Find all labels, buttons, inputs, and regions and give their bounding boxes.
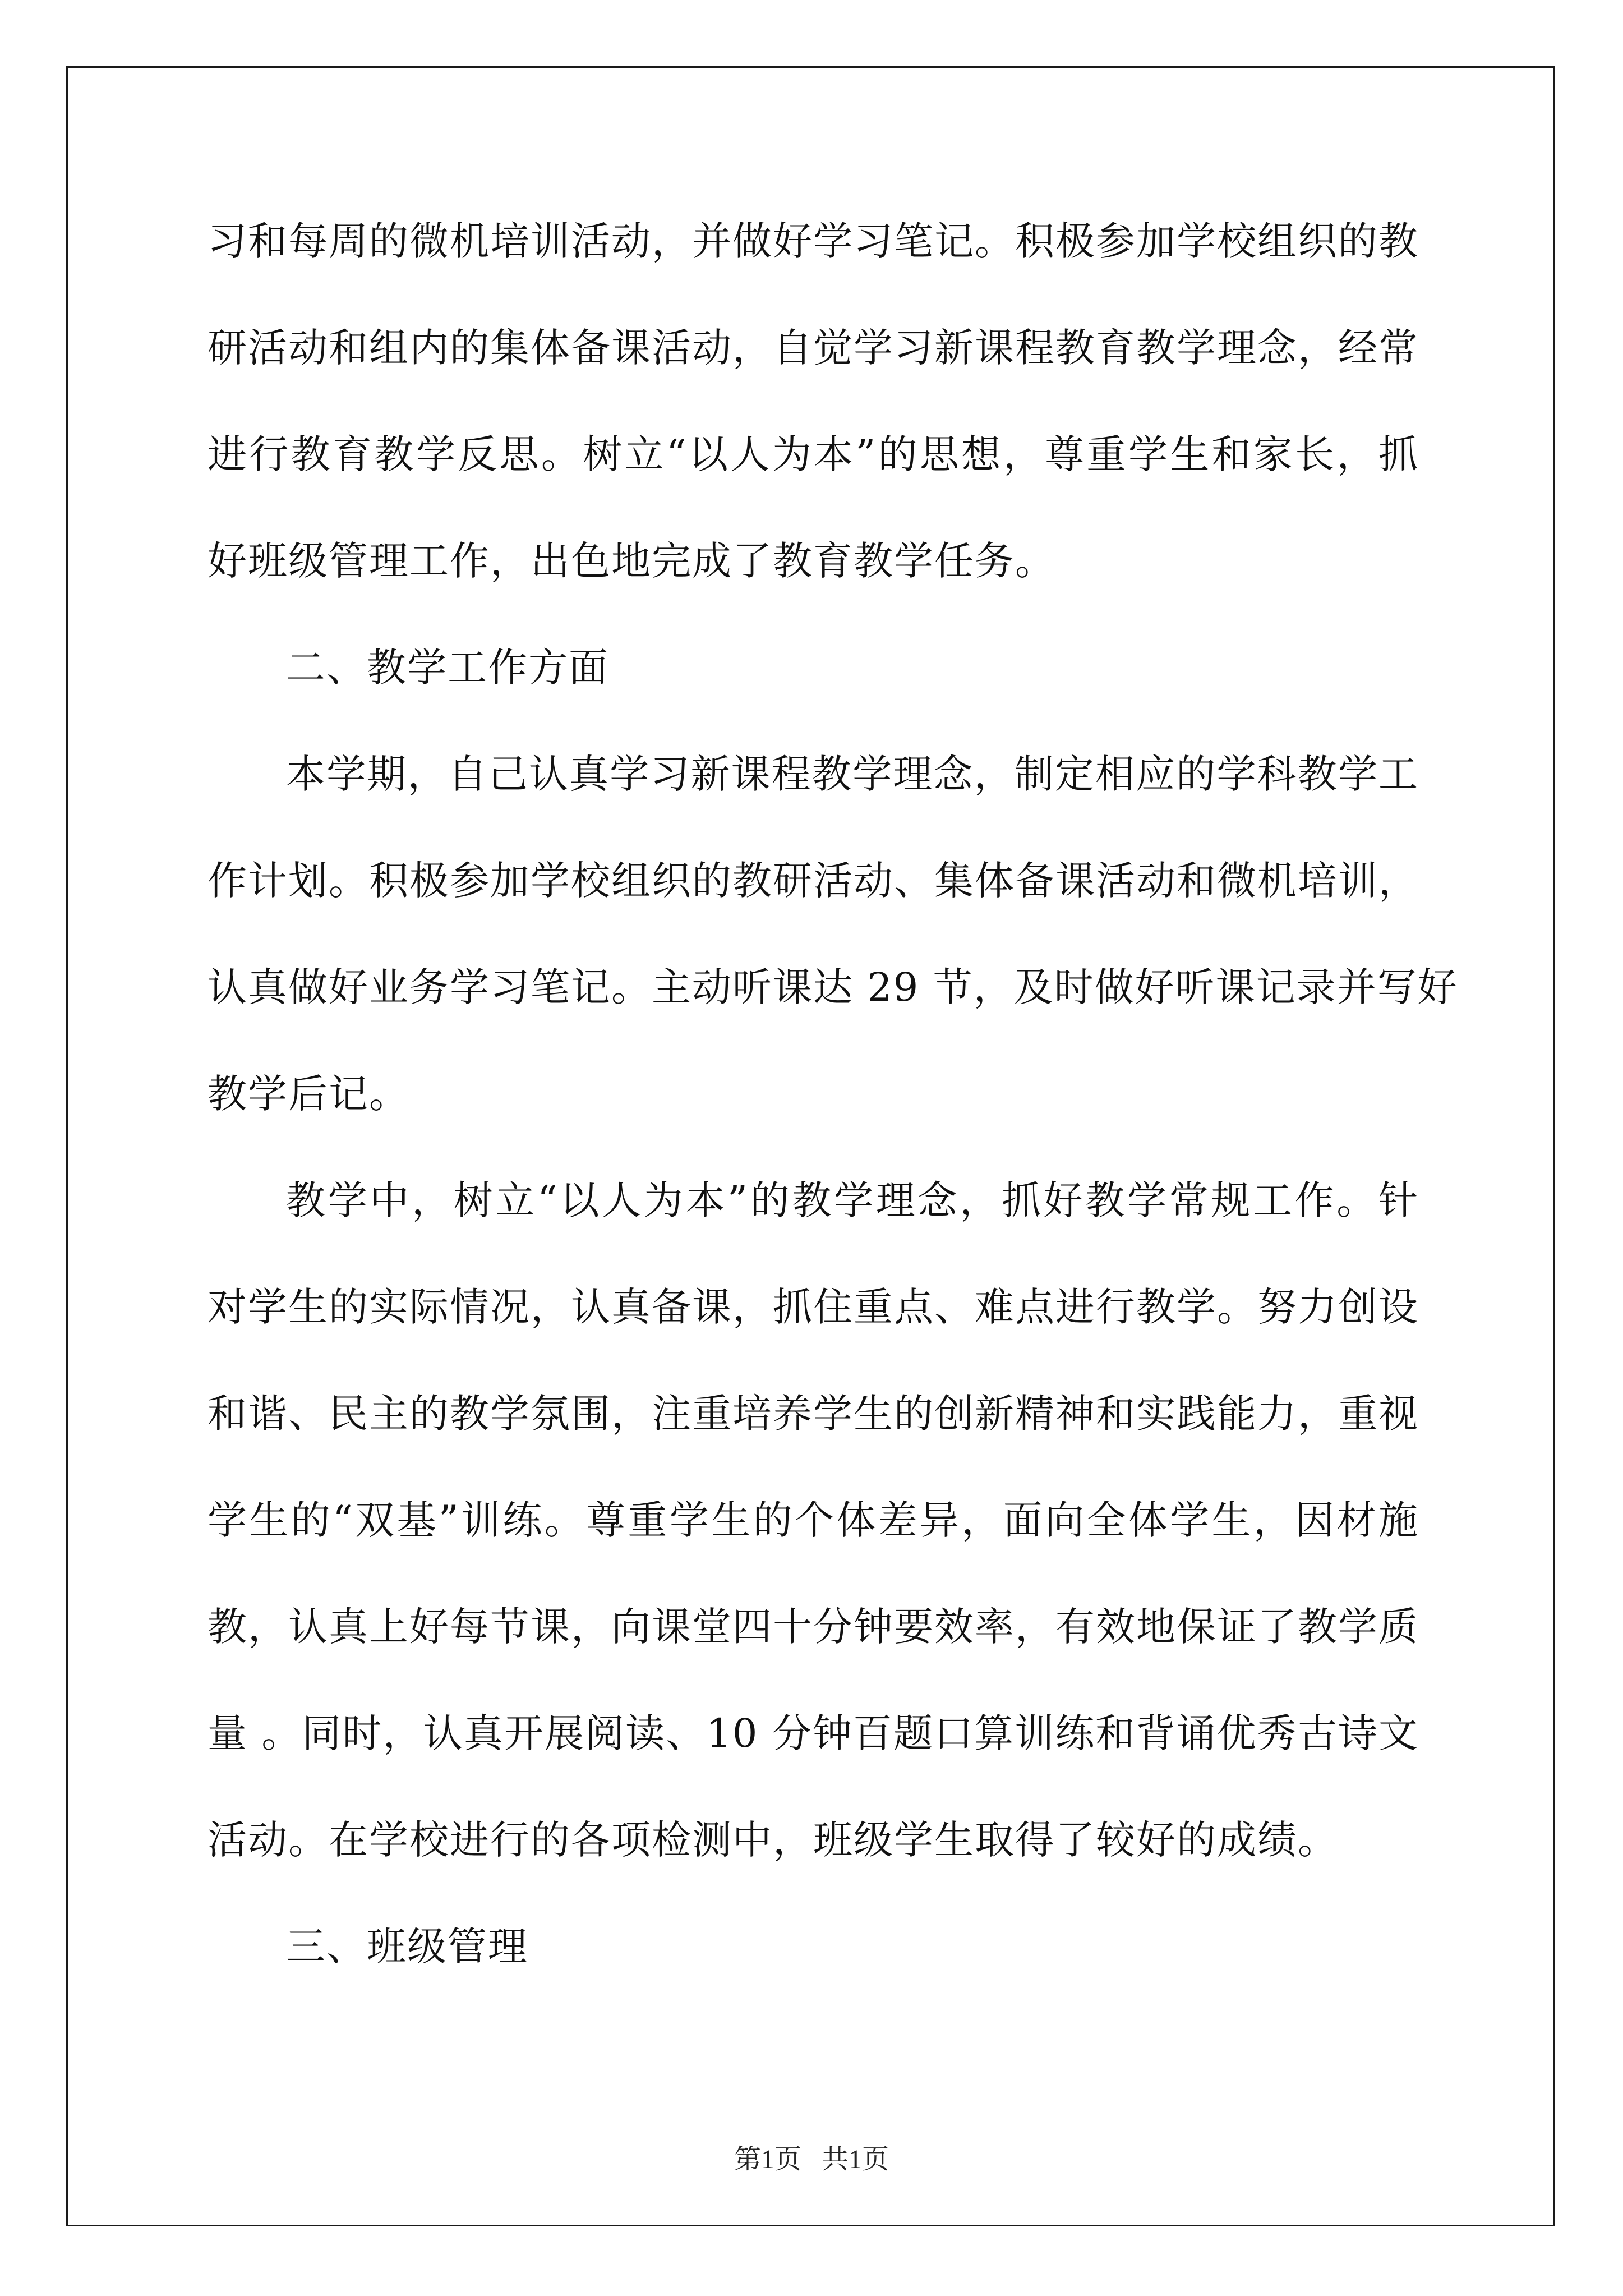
text-line: 量 。同时，认真开展阅读、10 分钟百题口算训练和背诵优秀古诗文: [208, 1710, 1419, 1756]
text-line: 教，认真上好每节课，向课堂四十分钟要效率，有效地保证了教学质: [208, 1604, 1419, 1650]
section-heading-3: [208, 1916, 1419, 2022]
text-line: 教学后记。: [208, 1071, 409, 1117]
section-heading: 二、教学工作方面: [286, 645, 609, 691]
text-line: 对学生的实际情况，认真备课，抓住重点、难点进行教学。努力创设: [208, 1284, 1419, 1330]
document-body: [208, 210, 1458, 2022]
text-line: 活动。在学校进行的各项检测中，班级学生取得了较好的成绩。: [208, 1817, 1338, 1863]
text-line: 研活动和组内的集体备课活动，自觉学习新课程教育教学理念，经常: [208, 325, 1419, 371]
page-footer: 第1页 共1页: [734, 2145, 889, 2174]
text-line: 和谐、民主的教学氛围，注重培养学生的创新精神和实践能力，重视: [208, 1391, 1419, 1437]
text-line: 习和每周的微机培训活动，并做好学习笔记。积极参加学校组织的教: [208, 218, 1419, 264]
text-line: 认真做好业务学习笔记。主动听课达 29 节，及时做好听课记录并写好: [208, 964, 1458, 1010]
paragraph-3: [208, 1170, 1419, 1916]
section-heading: 三、班级管理: [286, 1924, 528, 1970]
section-heading-2: [208, 637, 1419, 743]
paragraph-2: [208, 743, 1458, 1170]
text-line: 教学中，树立“以人为本”的教学理念，抓好教学常规工作。针: [286, 1177, 1419, 1223]
text-line: 作计划。积极参加学校组织的教研活动、集体备课活动和微机培训，: [208, 858, 1419, 904]
text-line: 好班级管理工作，出色地完成了教育教学任务。: [208, 538, 1055, 584]
paragraph-1: [208, 210, 1419, 637]
text-line: 学生的“双基”训练。尊重学生的个体差异，面向全体学生，因材施: [208, 1497, 1419, 1543]
text-line: 本学期，自己认真学习新课程教学理念，制定相应的学科教学工: [286, 751, 1419, 797]
text-line: 进行教育教学反思。树立“以人为本”的思想，尊重学生和家长，抓: [208, 431, 1419, 477]
